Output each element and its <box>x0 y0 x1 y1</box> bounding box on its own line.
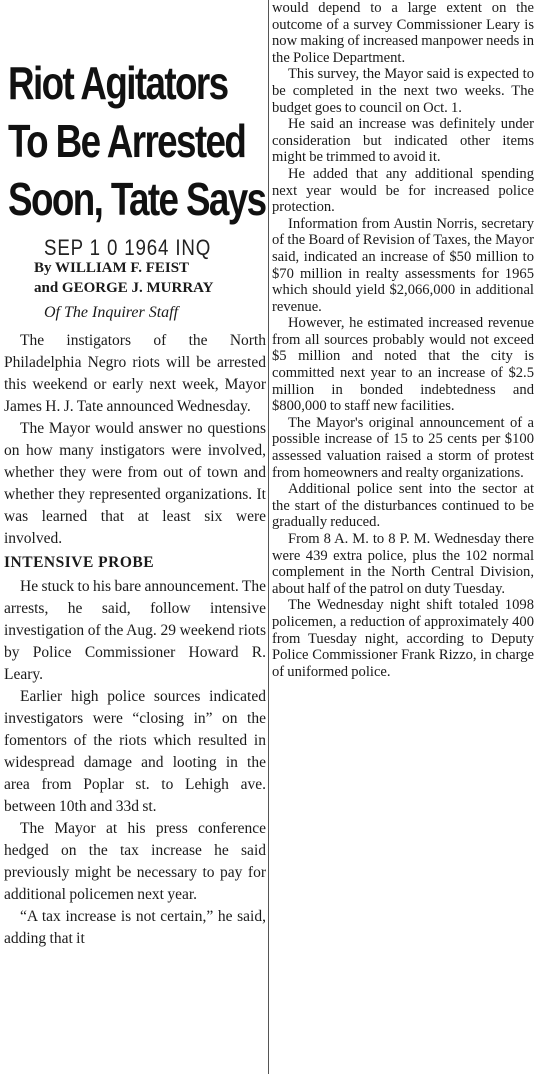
paragraph: He added that any additional spending next year would be for increased police protection. <box>272 165 534 216</box>
byline-line-2: and GEORGE J. MURRAY <box>34 280 214 296</box>
paragraph: The Mayor at his press conference hedged on the tax increase he said previously might be necessary to pay for additional policemen next year. <box>4 820 266 903</box>
staff-credit: Of The Inquirer Staff <box>44 304 179 321</box>
headline-line-3: Soon, Tate Says <box>8 173 266 225</box>
headline-line-2: To Be Arrested <box>8 115 246 167</box>
column-rule <box>268 0 269 1074</box>
paragraph: The Mayor would answer no questions on how many instigators were involved, whether they were from out of town and whether they represented organizations. It was learned that at least six were involved. <box>4 420 266 547</box>
paragraph: The instigators of the North Philadelphia Negro riots will be arrested this weekend or early next week, Mayor James H. J. Tate announced Wednesday. <box>4 332 266 415</box>
subhead: INTENSIVE PROBE <box>4 554 155 571</box>
headline-line-1: Riot Agitators <box>8 57 228 109</box>
paragraph: Information from Austin Norris, secretary of the Board of Revision of Taxes, the Mayor said, indicated an increase of $50 million to $70 million in realty assessments for 1965 which should yield $2,066,000 in additional revenue. <box>272 215 534 315</box>
paragraph: However, he estimated increased revenue from all sources probably would not exceed $5 million and noted that the city is committed next year to an increase of $2.5 million in bonded indebtedness and $800,000 to staff new facilities. <box>272 315 534 415</box>
paragraph: He said an increase was definitely under consideration but indicated other items might be trimmed to avoid it. <box>272 116 534 166</box>
paragraph: This survey, the Mayor said is expected to be completed in the next two weeks. The budget goes to council on Oct. 1. <box>272 66 534 116</box>
paragraph: The Wednesday night shift totaled 1098 policemen, a reduction of approximately 400 from Tuesday night, according to Deputy Police Commissioner Frank Rizzo, in charge of uniformed police. <box>272 597 534 680</box>
paragraph: Earlier high police sources indicated investigators were “closing in” on the fomentors of the riots which resulted in widespread damage and looting in the area from Poplar st. to Lehigh ave. between 10th and 33d st. <box>4 688 266 815</box>
paragraph: From 8 A. M. to 8 P. M. Wednesday there were 439 extra police, plus the 102 normal complement in the North Central Division, about half of the patrol on duty Tuesday. <box>272 531 534 597</box>
headline <box>8 54 264 228</box>
date-stamp: SEP 1 0 1964 INQ <box>44 235 212 260</box>
paragraph: “A tax increase is not certain,” he said, adding that it <box>4 908 266 947</box>
left-column <box>4 0 266 1074</box>
right-column <box>272 0 534 1074</box>
paragraph: Additional police sent into the sector at the start of the disturbances continued to be gradually reduced. <box>272 481 534 531</box>
paragraph: The Mayor's original announcement of a possible increase of 15 to 25 cents per $100 assessed valuation raised a storm of protest from homeowners and realty organizations. <box>272 414 534 481</box>
paragraph: He stuck to his bare announcement. The arrests, he said, follow intensive investigation of the Aug. 29 weekend riots by Police Commissioner Howard R. Leary. <box>4 578 266 683</box>
paragraph: would depend to a large extent on the outcome of a survey Commissioner Leary is now making of increased manpower needs in the Police Department. <box>272 0 534 66</box>
byline-line-1: By WILLIAM F. FEIST <box>34 260 190 276</box>
